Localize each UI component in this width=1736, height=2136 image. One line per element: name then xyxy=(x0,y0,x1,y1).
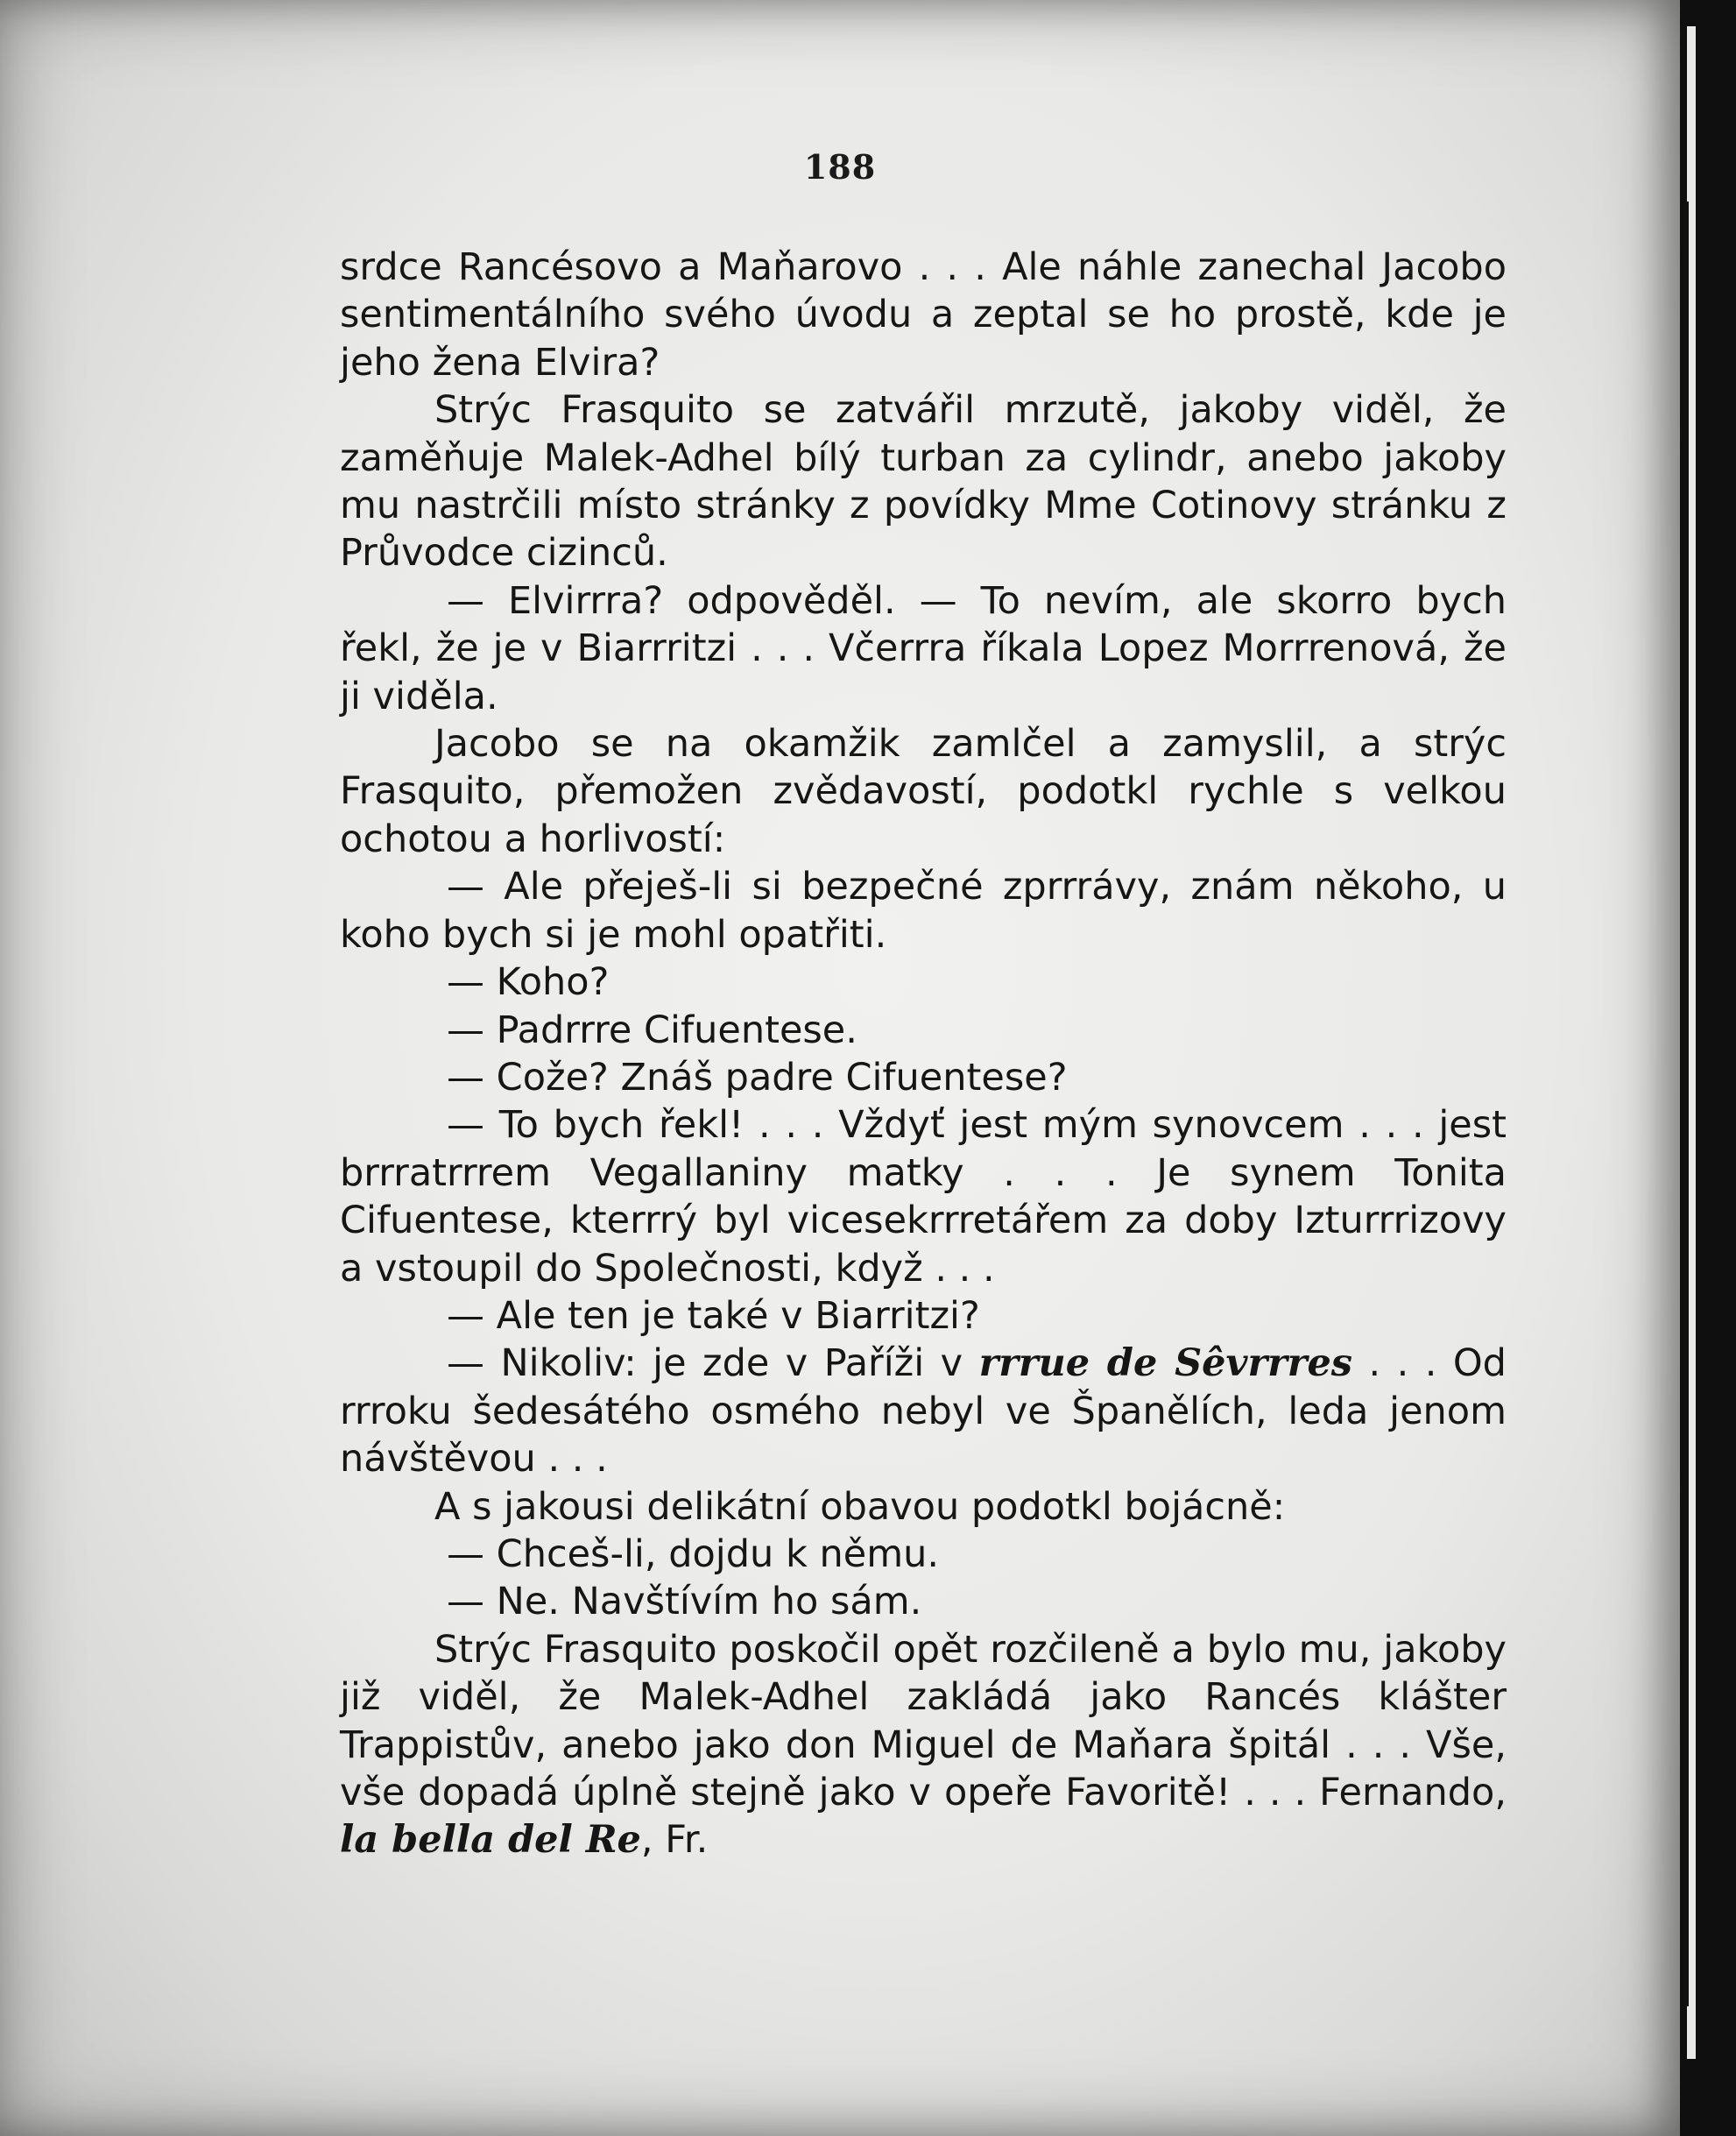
body-text xyxy=(340,244,1507,1864)
text-run: srdce Rancésovo a Maňarovo . . . Ale náhle zanechal Jacobo sentimentálního svého úvodu a zeptal se ho prostě, kde je jeho žena Elvira? xyxy=(340,245,1507,385)
page-number: 188 xyxy=(803,147,877,187)
right-binding-line xyxy=(1683,202,1689,2006)
text-run: — Ale přeješ-li si bezpečné zprrrávy, znám někoho, u koho bych si je mohl opatřiti. xyxy=(340,865,1507,957)
text-run: — Cože? Znáš padre Cifuentese? xyxy=(447,1055,1068,1100)
paragraph xyxy=(340,1007,1507,1054)
text-run: — Ne. Navštívím ho sám. xyxy=(447,1580,922,1624)
text-run: A s jakousi delikátní obavou podotkl bojácně: xyxy=(434,1484,1286,1529)
text-run: — Ale ten je také v Biarritzi? xyxy=(447,1293,980,1338)
paragraph xyxy=(340,1578,1507,1625)
paragraph xyxy=(340,386,1507,577)
paragraph xyxy=(340,1626,1507,1864)
paragraph xyxy=(340,1054,1507,1101)
paragraph xyxy=(340,1292,1507,1340)
paragraph xyxy=(340,577,1507,720)
text-run: Jacobo se na okamžik zamlčel a zamyslil, a strýc Frasquito, přemožen zvědavostí, podotkl rychle s velkou ochotou a horlivostí: xyxy=(340,722,1507,861)
text-run: — Koho? xyxy=(447,960,610,1005)
text-run: , Fr. xyxy=(640,1818,709,1863)
text-run: . . . Od rrroku šedesátého osmého nebyl ve Španělích, leda jenom návštěvou . . . xyxy=(340,1341,1507,1482)
paragraph xyxy=(340,244,1507,386)
italic-phrase: rrrue de Sêvrrres xyxy=(978,1341,1353,1386)
text-run: — Elvirrra? odpověděl. — To nevím, ale skorro bych řekl, že je v Biarrritzi . . . Včerrra říkala Lopez Morrrenová, že ji viděla. xyxy=(340,578,1507,718)
text-run: — Chceš-li, dojdu k němu. xyxy=(447,1531,940,1576)
text-run: Strýc Frasquito se zatvářil mrzutě, jakoby viděl, že zaměňuje Malek-Adhel bílý turban za cylindr, anebo jakoby mu nastrčili místo stránky z povídky Mme Cotinovy stránku z Průvodce cizinců. xyxy=(340,388,1507,576)
paragraph xyxy=(340,958,1507,1006)
paragraph xyxy=(340,1531,1507,1578)
paragraph xyxy=(340,863,1507,958)
text-run: — Nikoliv: je zde v Paříži v xyxy=(447,1341,979,1386)
text-run: — Padrrre Cifuentese. xyxy=(447,1008,857,1052)
italic-phrase: la bella del Re xyxy=(340,1818,641,1863)
text-run: — To bych řekl! . . . Vždyť jest mým synovcem . . . jest brrratrrrem Vegallaniny matky . . . Je synem Tonita Cifuentese, kterrrý byl vicesekrrretářem za doby Izturrrizovy a vstoupil do Společnosti, když . . . xyxy=(340,1103,1507,1291)
paragraph xyxy=(340,1101,1507,1292)
paragraph xyxy=(340,720,1507,863)
paragraph xyxy=(340,1483,1507,1531)
paragraph xyxy=(340,1340,1507,1482)
text-run: Strýc Frasquito poskočil opět rozčileně a bylo mu, jakoby již viděl, že Malek-Adhel zakládá jako Rancés klášter Trappistův, anebo jako don Miguel de Maňara špitál . . . Vše, vše dopadá úplně stejně jako v opeře Favoritě! . . . Fernando, xyxy=(340,1627,1507,1814)
